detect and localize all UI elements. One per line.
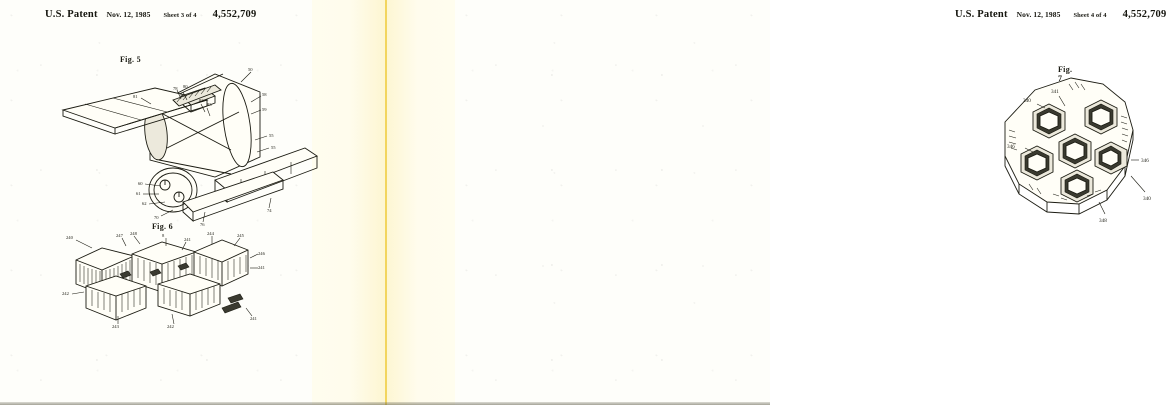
svg-text:245: 245: [237, 233, 244, 238]
svg-text:346: 346: [1141, 158, 1149, 164]
patent-sheet-4: [455, 0, 1167, 405]
header-sheet-number-right: Sheet 4 of 4: [1073, 12, 1107, 19]
svg-text:80: 80: [183, 84, 188, 89]
svg-text:241: 241: [184, 237, 191, 242]
svg-text:242: 242: [62, 291, 69, 296]
header-office-label-right: U.S. Patent: [955, 9, 1008, 20]
header-sheet-number: Sheet 3 of 4: [163, 12, 197, 19]
svg-text:241: 241: [258, 265, 265, 270]
svg-text:247: 247: [116, 233, 123, 238]
svg-text:55: 55: [271, 145, 276, 150]
figure-drawing-fig7: [975, 60, 1175, 240]
sheet-header-right: [955, 9, 1166, 23]
gutter-center-line: [385, 0, 387, 405]
patent-sheet-3: [0, 0, 312, 405]
fig7-cell-center: [1059, 134, 1091, 168]
header-patent-number-right: 4,552,709: [1122, 9, 1167, 20]
svg-text:348: 348: [1099, 218, 1107, 224]
header-office-label: U.S. Patent: [45, 9, 98, 20]
svg-text:341: 341: [1051, 89, 1059, 95]
svg-text:59: 59: [262, 107, 267, 112]
fig6-bottom-row: [86, 276, 146, 320]
page-gutter: [312, 0, 455, 405]
svg-text:346: 346: [1007, 144, 1015, 150]
svg-text:60: 60: [138, 181, 143, 186]
svg-text:58: 58: [262, 92, 267, 97]
svg-text:70: 70: [154, 215, 159, 220]
header-date-right: Nov. 12, 1985: [1016, 10, 1061, 19]
svg-text:76: 76: [200, 222, 205, 227]
svg-text:340: 340: [1143, 196, 1151, 202]
svg-text:242: 242: [167, 324, 174, 329]
svg-text:78: 78: [173, 86, 178, 91]
svg-text:83: 83: [207, 102, 212, 107]
fig7-cell-top-left: [1033, 104, 1065, 138]
svg-text:243: 243: [112, 324, 119, 329]
figure-caption-fig5: Fig. 5: [120, 55, 141, 64]
svg-text:82: 82: [199, 98, 204, 103]
figure-caption-fig7: Fig. 7: [1058, 65, 1073, 83]
fig7-cell-top-right: [1085, 100, 1117, 134]
svg-text:244: 244: [207, 231, 214, 236]
figure-drawing-fig6: [62, 228, 267, 328]
svg-text:8: 8: [162, 233, 165, 238]
svg-text:248: 248: [130, 231, 137, 236]
svg-text:81: 81: [133, 94, 138, 99]
svg-text:50: 50: [248, 67, 253, 72]
svg-text:240: 240: [66, 235, 73, 240]
svg-text:62: 62: [142, 201, 147, 206]
svg-text:246: 246: [258, 251, 265, 256]
sheet-header-left: [45, 9, 256, 23]
header-date: Nov. 12, 1985: [106, 10, 151, 19]
header-patent-number: 4,552,709: [212, 9, 257, 20]
svg-text:340: 340: [1023, 98, 1031, 104]
fig7-cell-left: [1021, 146, 1053, 180]
svg-text:61: 61: [136, 191, 141, 196]
svg-text:241: 241: [250, 316, 257, 321]
figure-caption-fig6: Fig. 6: [152, 222, 173, 231]
svg-text:74: 74: [267, 208, 272, 213]
svg-text:55: 55: [269, 133, 274, 138]
